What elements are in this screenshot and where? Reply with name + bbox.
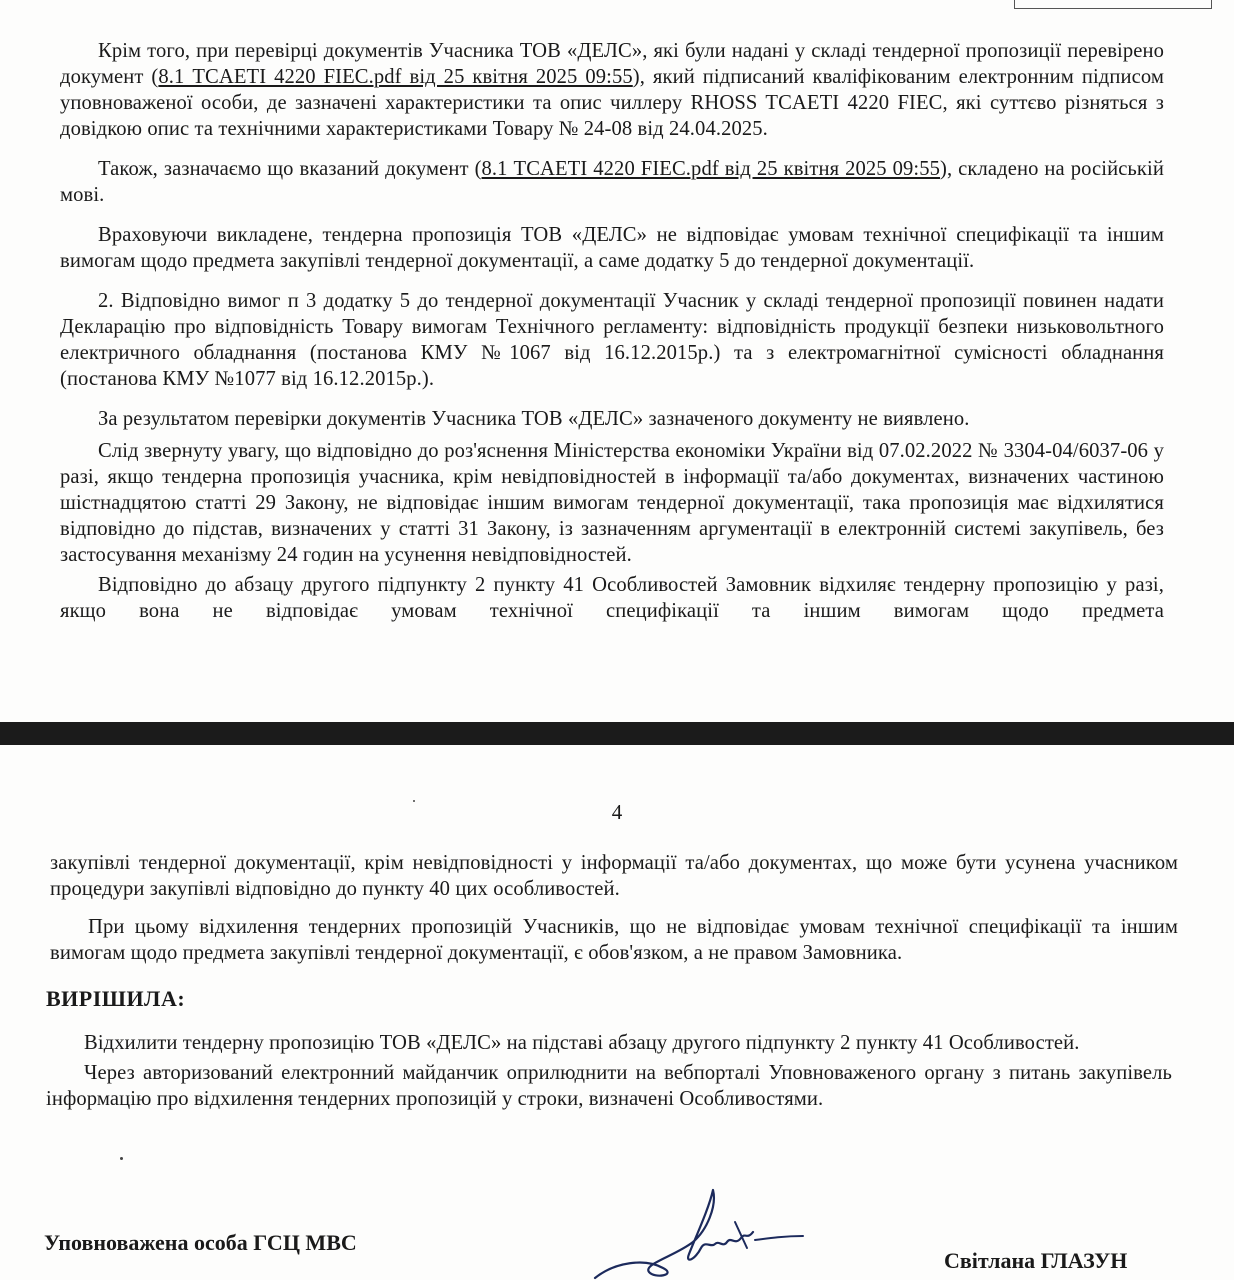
paragraph-conclusion: Враховуючи викладене, тендерна пропозиція ТОВ «ДЕЛС» не відповідає умовам технічної специфікації та іншим вимогам щодо предмета закупівлі тендерної документації, а саме додатку 5 до тендерної документації. [60,224,1164,272]
paragraph-rejection-basis: Відповідно до абзацу другого підпункту 2 пункту 41 Особливостей Замовник відхиляє тендерну пропозицію у разі, якщо вона не відповідає умовам технічної специфікації та іншим вимогам щодо предмета [60,574,1164,622]
paragraph-publish-info: Через авторизований електронний майданчик оприлюднити на вебпорталі Уповноваженого органу з питань закупівель інформацію про відхилення тендерних пропозицій у строки, визначені Особливостями. [46,1062,1172,1110]
document-link[interactable]: 8.1 TCAETI 4220 FIEC.pdf від 25 квітня 2025 09:55 [158,66,633,88]
scan-speck [413,800,415,802]
paragraph-russian-language [60,156,1164,208]
handwritten-signature [585,1182,815,1280]
signatory-name: Світлана ГЛАЗУН [944,1248,1128,1273]
scan-speck [120,1157,123,1160]
bottom-page-text-decision [46,1030,1172,1112]
paragraph-continuation: закупівлі тендерної документації, крім невідповідності у інформації та/або документах, що може бути усунена учасником процедури закупівлі відповідно до пункту 40 цих особливостей. [50,852,1178,900]
paragraph-check-result: За результатом перевірки документів Учасника ТОВ «ДЕЛС» зазначеного документу не виявлено. [98,408,970,430]
decision-heading: ВИРІШИЛА: [46,986,186,1011]
paragraph-obligation: При цьому відхилення тендерних пропозицій Учасників, що не відповідає умовам технічної специфікації та іншим вимогам щодо предмета закупівлі тендерної документації, є обов'язком, а не правом Замовника. [50,916,1178,964]
page-number: 4 [611,800,623,824]
paragraph-text: Також, зазначаємо що вказаний документ ( [98,158,482,180]
page-divider [0,722,1234,745]
document-link[interactable]: 8.1 TCAETI 4220 FIEC.pdf від 25 квітня 2025 09:55 [481,158,941,180]
corner-frame [1014,0,1212,9]
paragraph-ministry-clarification: Слід звернуту увагу, що відповідно до роз'яснення Міністерства економіки України від 07.02.2022 № 3304-04/6037-06 у разі, якщо тендерна пропозиція учасника, крім невідповідностей в інформації та/або документах, визначених частиною шістнадцятою статті 29 Закону, не відповідає іншим вимогам тендерної документації, така пропозиція має відхилятися відповідно до підстав, визначених у статті 31 Закону, із зазначенням аргументації в електронній системі закупівель, без застосування механізму 24 годин на усунення невідповідностей. [60,440,1164,566]
paragraph-text: ), який підписаний кваліфікованим електронним підписом уповноваженої особи, де зазначені характеристики та опис чиллеру RHOSS TCAETI 4220 FIEC, які суттєво різняться з довідкою опис та технічними характеристиками Товару № 24-08 від 24.04.2025. [60,66,1164,140]
paragraph-text: Крім того, при перевірці документів Учасника ТОВ «ДЕЛС», які були надані у складі тендерної пропозиції перевірено документ ( [60,40,1164,88]
top-page-text [60,38,1164,624]
paragraph-text: ), складено на російській мові. [60,158,1164,206]
paragraph-document-check [60,38,1164,142]
bottom-page-text-top [50,850,1178,966]
signatory-title: Уповноважена особа ГСЦ МВС [44,1230,357,1255]
paragraph-reject-proposal: Відхилити тендерну пропозицію ТОВ «ДЕЛС» на підставі абзацу другого підпункту 2 пункту 41 Особливостей. [84,1032,1080,1054]
paragraph-declaration-requirement: 2. Відповідно вимог п 3 додатку 5 до тендерної документації Учасник у складі тендерної пропозиції повинен надати Декларацію про відповідність Товару вимогам Технічного регламенту: відповідність продукції безпеки низьковольтного електричного обладнання (постанова КМУ №1067 від 16.12.2015р.) та з електромагнітної сумісності обладнання (постанова КМУ №1077 від 16.12.2015р.). [60,290,1164,390]
